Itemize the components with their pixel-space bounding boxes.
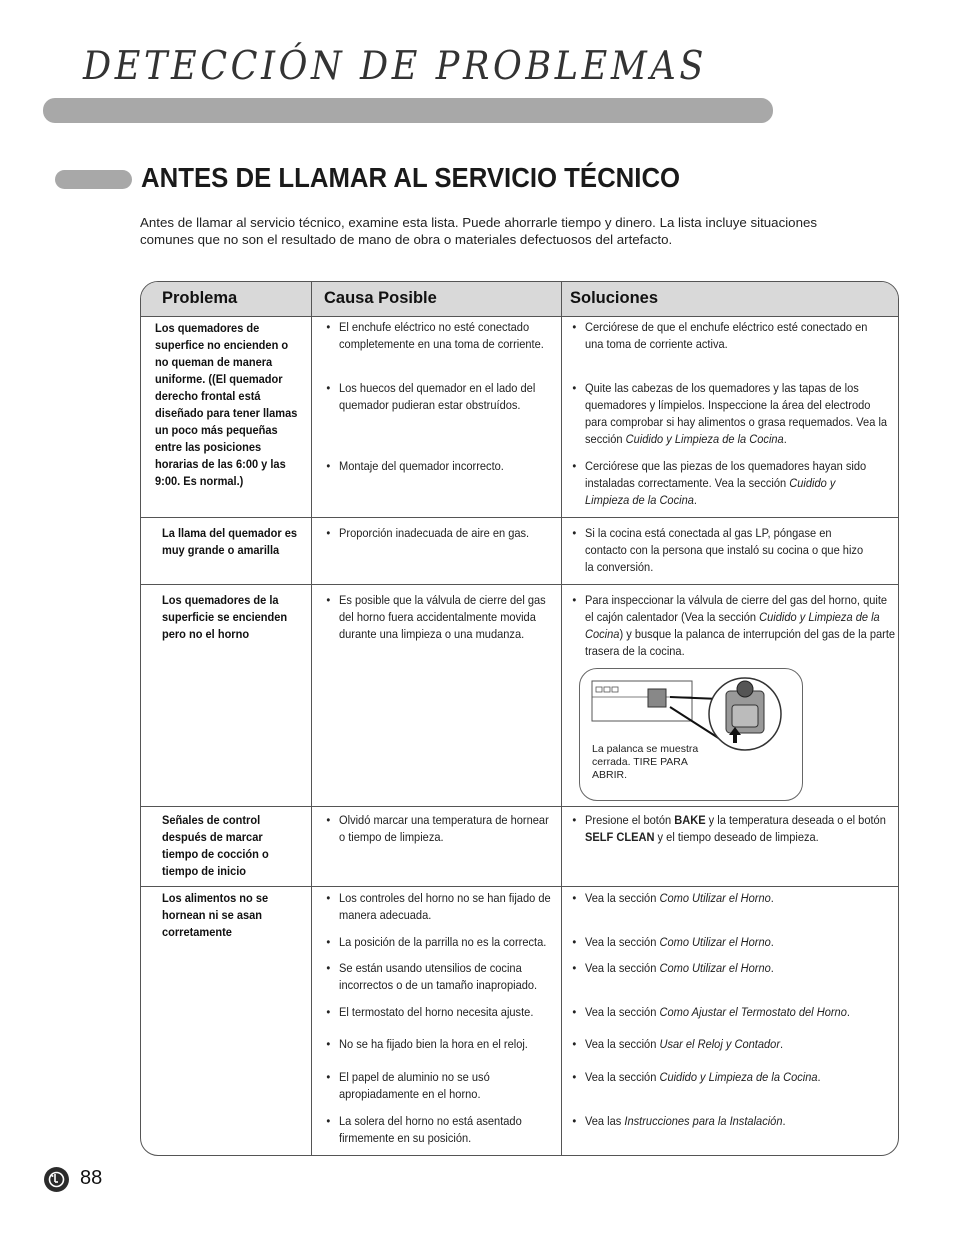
column-divider bbox=[311, 282, 312, 1155]
solution-item: • Cerciórese de que el enchufe eléctrico esté conectado en una toma de corriente activa. bbox=[572, 320, 868, 351]
gas-valve-illustration bbox=[579, 668, 803, 801]
cause-item: • Los controles del horno no se han fijado de manera adecuada. bbox=[326, 891, 551, 922]
section-title: ANTES DE LLAMAR AL SERVICIO TÉCNICO bbox=[141, 162, 681, 193]
solution-item: • Vea la sección Como Utilizar el Horno. bbox=[572, 961, 774, 975]
cause-item: • Olvidó marcar una temperatura de hornear o tiempo de limpieza. bbox=[326, 813, 549, 844]
solution-item: • Vea la sección Cuidido y Limpieza de la Cocina. bbox=[572, 1070, 821, 1084]
cause-item: • La solera del horno no está asentado firmemente en su posición. bbox=[326, 1114, 522, 1145]
solution-item: • Cerciórese que las piezas de los quemadores hayan sido instaladas correctamente. Vea la sección Cuidido y Limpieza de la Cocina. bbox=[572, 459, 867, 507]
cause-item: • Los huecos del quemador en el lado del quemador pudieran estar obstruídos. bbox=[326, 381, 536, 412]
row-divider bbox=[141, 517, 898, 518]
figure-caption: La palanca se muestra cerrada. TIRE PARA ABRIR. bbox=[592, 743, 699, 781]
header-cause: Causa Posible bbox=[324, 289, 437, 307]
table-header bbox=[141, 282, 898, 317]
problem-cell: Los quemadores de superfice no encienden o no queman de manera uniforme. ((El quemador derecho frontal está diseñado para tener llamas un poco más pequeñas entre las posiciones horarias de las 6:00 y las 9:00. Es normal.) bbox=[155, 321, 298, 488]
cause-item: • La posición de la parrilla no es la correcta. bbox=[326, 935, 547, 949]
solution-item: • Vea la sección Como Utilizar el Horno. bbox=[572, 935, 774, 949]
row-divider bbox=[141, 886, 898, 887]
page-title: DETECCIÓN DE PROBLEMAS bbox=[83, 44, 708, 89]
section-pill bbox=[55, 170, 132, 189]
solution-item: • Para inspeccionar la válvula de cierre del gas del horno, quite el cajón calentador (Vea la sección Cuidido y Limpieza de la Cocina) y busque la palanca de interrupción del gas de la parte trasera de la cocina. bbox=[572, 593, 896, 658]
problem-cell: Señales de control después de marcar tiempo de cocción o tiempo de inicio bbox=[162, 813, 269, 878]
solution-item: • Vea la sección Usar el Reloj y Contador. bbox=[572, 1037, 784, 1051]
cause-item: • El enchufe eléctrico no esté conectado completemente en una toma de corriente. bbox=[326, 320, 544, 351]
intro-paragraph: Antes de llamar al servicio técnico, examine esta lista. Puede ahorrarle tiempo y dinero. La lista incluye situaciones comunes que no son el resultado de mano de obra o materiales defectuosos del artefacto. bbox=[140, 215, 818, 247]
solution-item: • Si la cocina está conectada al gas LP, póngase en contacto con la persona que instaló su cocina o que hizo la conversión. bbox=[572, 526, 864, 574]
solution-item: • Presione el botón BAKE y la temperatura deseada o el botón SELF CLEAN y el tiempo deseado de limpieza. bbox=[572, 813, 886, 844]
header-solutions: Soluciones bbox=[570, 289, 659, 307]
cause-item: • No se ha fijado bien la hora en el reloj. bbox=[326, 1037, 528, 1051]
problem-cell: Los alimentos no se hornean ni se asan corretamente bbox=[162, 891, 269, 939]
solution-item: • Vea las Instrucciones para la Instalación. bbox=[572, 1114, 786, 1128]
title-bar bbox=[43, 98, 773, 123]
cause-item: • Es posible que la válvula de cierre del gas del horno fuera accidentalmente movida durante una limpieza o una mudanza. bbox=[326, 593, 546, 641]
header-problem: Problema bbox=[162, 289, 238, 307]
cause-item: • El papel de aluminio no se usó apropiadamente en el horno. bbox=[326, 1070, 490, 1101]
page-number: 88 bbox=[80, 1167, 103, 1189]
solution-item: • Vea la sección Como Utilizar el Horno. bbox=[572, 891, 774, 905]
row-divider bbox=[141, 806, 898, 807]
troubleshooting-table bbox=[140, 281, 899, 1156]
lg-logo-icon bbox=[44, 1167, 69, 1192]
cause-item: • El termostato del horno necesita ajuste. bbox=[326, 1005, 534, 1019]
solution-item: • Quite las cabezas de los quemadores y las tapas de los quemadores y límpielos. Inspeccione la área del electrodo para comprobar si hay alimentos o grasa requemados. Vea la sección Cuidido y Limpieza de la Cocina. bbox=[572, 381, 888, 446]
lg-logo-mark bbox=[44, 1167, 69, 1192]
problem-cell: Los quemadores de la superficie se encienden pero no el horno bbox=[162, 593, 288, 641]
solution-item: • Vea la sección Como Ajustar el Termostato del Horno. bbox=[572, 1005, 850, 1019]
cause-item: • Se están usando utensilios de cocina incorrectos o de un tamaño inapropiado. bbox=[326, 961, 538, 992]
cause-item: • Montaje del quemador incorrecto. bbox=[326, 459, 504, 473]
cause-item: • Proporción inadecuada de aire en gas. bbox=[326, 526, 530, 540]
problem-cell: La llama del quemador es muy grande o amarilla bbox=[162, 526, 297, 557]
row-divider bbox=[141, 584, 898, 585]
